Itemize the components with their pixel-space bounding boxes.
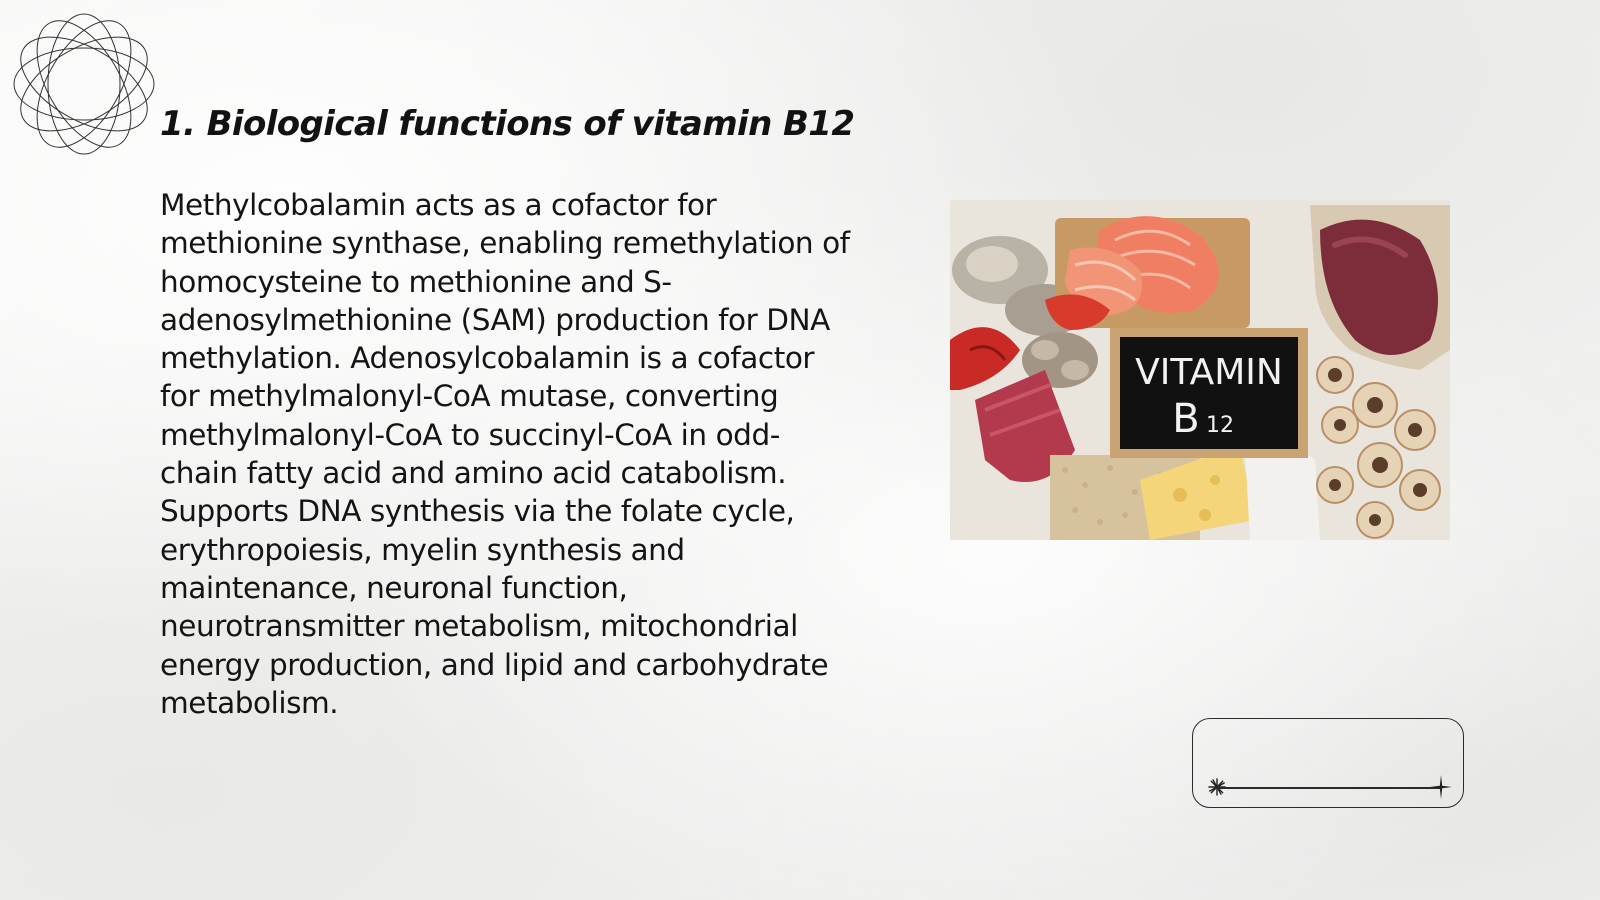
orbital-rings-icon bbox=[10, 10, 158, 158]
vitamin-b12-foods-photo bbox=[950, 200, 1450, 540]
plus-star-icon[interactable] bbox=[1430, 775, 1452, 799]
slider-track[interactable] bbox=[1217, 787, 1441, 789]
sign-line2-main: B bbox=[1172, 396, 1200, 442]
sign-line1: VITAMIN bbox=[1135, 352, 1283, 393]
sign-line2-sub: 12 bbox=[1206, 413, 1234, 438]
slide-title: 1. Biological functions of vitamin B12 bbox=[160, 104, 855, 144]
progress-slider[interactable] bbox=[1192, 718, 1464, 808]
slide-body-text: Methylcobalamin acts as a cofactor for methionine synthase, enabling remethylation of homocysteine to methionine and S-adenosylmethionine (SAM) production for DNA methylation. Adenosylcobalamin is a cofactor for methylmalonyl-CoA mutase, converting methylmalonyl-CoA to succinyl-CoA in odd-chain fatty acid and amino acid catabolism. Supports DNA synthesis via the folate cycle, erythropoiesis, myelin synthesis and maintenance, neuronal function, neurotransmitter metabolism, mitochondrial energy production, and lipid and carbohydrate metabolism. bbox=[160, 188, 850, 720]
